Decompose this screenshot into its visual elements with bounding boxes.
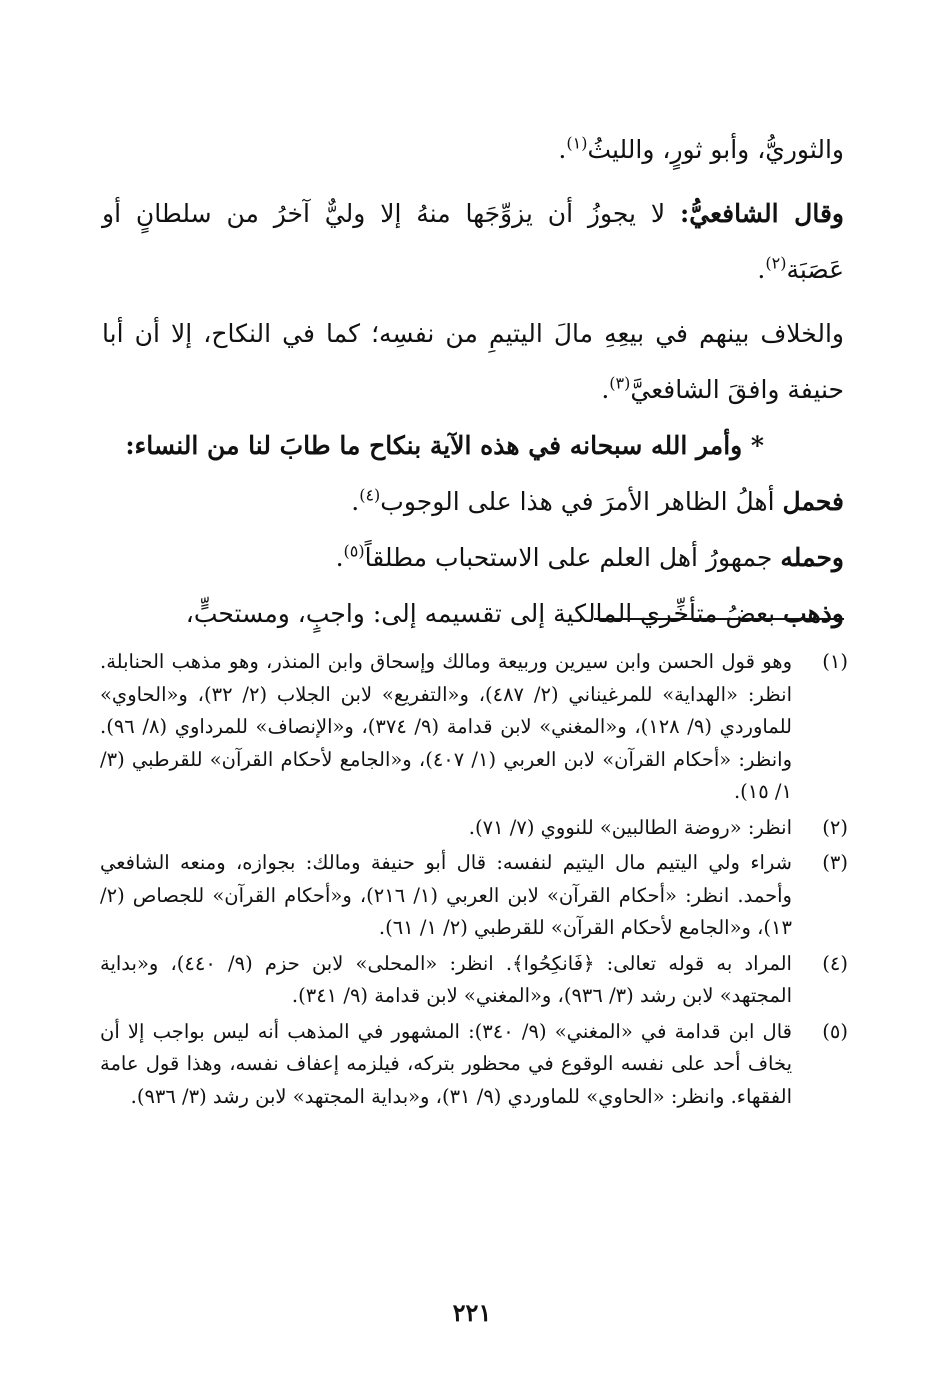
paragraph-3 (102, 306, 844, 418)
footnote-3 (100, 847, 848, 945)
paragraph-2-lead: وقال الشافعيُّ: (680, 199, 844, 228)
footnote-text: انظر: «روضة الطالبين» للنووي (٧/ ٧١). (468, 815, 792, 839)
paragraph-1-tail: . (558, 135, 567, 164)
footnote-text: قال ابن قدامة في «المغني» (٩/ ٣٤٠): المشهور في المذهب أنه ليس بواجب إلا أن يخاف أحد على نفسه الوقوع في محظور بتركه، فيلزمه إعفاف نفسه، وهذا قول عامة الفقهاء. وانظر: «الحاوي» للماوردي (٩/ ٣١)، و«بداية المجتهد» لابن رشد (٣/ ٩٣٦). (100, 1019, 792, 1108)
footnote-ref-5[interactable]: (٥) (343, 541, 365, 561)
footnote-4 (100, 948, 848, 1013)
paragraph-2-text: لا يجوزُ أن يزوِّجَها منهُ إلا وليٌّ آخرُ من سلطانٍ أو عَصَبَة (102, 199, 844, 284)
footnote-number: (٤) (822, 951, 848, 975)
paragraph-5 (102, 474, 844, 530)
paragraph-7 (102, 586, 844, 642)
paragraph-4 (102, 418, 844, 474)
footnote-5 (100, 1016, 848, 1114)
paragraph-3-text: والخلاف بينهم في بيعِهِ مالَ اليتيمِ من نفسِه؛ كما في النكاح، إلا أن أبا حنيفة وافقَ الشافعيَّ (102, 319, 844, 404)
paragraph-6-lead: وحمله (780, 543, 844, 572)
footnote-1 (100, 646, 848, 809)
paragraph-6 (102, 530, 844, 586)
footnote-number: (١) (822, 650, 848, 673)
footnote-number: (٢) (822, 815, 848, 839)
paragraph-1-text: والثوريُّ، وأبو ثورٍ، والليثُ (587, 135, 844, 164)
footnote-text: شراء ولي اليتيم مال اليتيم لنفسه: قال أبو حنيفة ومالك: بجوازه، ومنعه الشافعي وأحمد. انظر: «أحكام القرآن» لابن العربي (١/ ٢١٦)، و«أحكام القرآن» للجصاص (٢/ ١٣)، و«الجامع لأحكام القرآن» للقرطبي (٢/ ١/ ٦١). (100, 851, 792, 939)
paragraph-5-tail: . (351, 487, 360, 516)
footnote-2 (100, 812, 848, 845)
footnote-number: (٥) (822, 1019, 848, 1043)
paragraph-2 (102, 186, 844, 298)
footnote-text: المراد به قوله تعالى: ﴿فَانكِحُوا﴾. انظر: «المحلى» لابن حزم (٩/ ٤٤٠)، و«بداية المجتهد» لابن رشد (٣/ ٩٣٦)، و«المغني» لابن قدامة (٩/ ٣٤١). (100, 951, 792, 1007)
footnote-ref-4[interactable]: (٤) (359, 485, 381, 505)
paragraph-2-tail: . (757, 255, 766, 284)
paragraph-4-text: * وأمر الله سبحانه في هذه الآية بنكاح ما طابَ لنا من النساء: (125, 431, 764, 460)
footnotes (100, 646, 848, 1116)
footnote-ref-2[interactable]: (٢) (765, 253, 787, 273)
paragraph-6-text: جمهورُ أهل العلم على الاستحباب مطلقاً (364, 543, 773, 572)
page-number: ٢٢١ (452, 1298, 492, 1327)
footnote-ref-1[interactable]: (١) (566, 133, 588, 153)
paragraph-1 (102, 122, 844, 178)
footnote-ref-3[interactable]: (٣) (609, 373, 631, 393)
main-text (102, 122, 844, 642)
paragraph-5-lead: فحمل (782, 487, 844, 516)
footnote-divider (594, 618, 844, 620)
paragraph-7-text: بعضُ متأخِّري المالكية إلى تقسيمه إلى: واجبٍ، ومستحبٍّ، (185, 599, 776, 628)
paragraph-7-lead: وذهب (783, 599, 844, 628)
paragraph-5-text: أهلُ الظاهر الأمرَ في هذا على الوجوب (380, 487, 775, 516)
footnote-number: (٣) (822, 851, 848, 874)
paragraph-6-tail: . (335, 543, 344, 572)
footnote-text: وهو قول الحسن وابن سيرين وربيعة ومالك وإسحاق وابن المنذر، وهو مذهب الحنابلة. انظر: «الهداية» للمرغيناني (٢/ ٤٨٧)، و«التفريع» لابن الجلاب (٢/ ٣٢)، و«الحاوي» للماوردي (٩/ ١٢٨)، و«المغني» لابن قدامة (٩/ ٣٧٤)، و«الإنصاف» للمرداوي (٨/ ٩٦). وانظر: «أحكام القرآن» لابن العربي (١/ ٤٠٧)، و«الجامع لأحكام القرآن» للقرطبي (٣/ ١/ ١٥). (100, 650, 792, 803)
paragraph-3-tail: . (601, 375, 610, 404)
